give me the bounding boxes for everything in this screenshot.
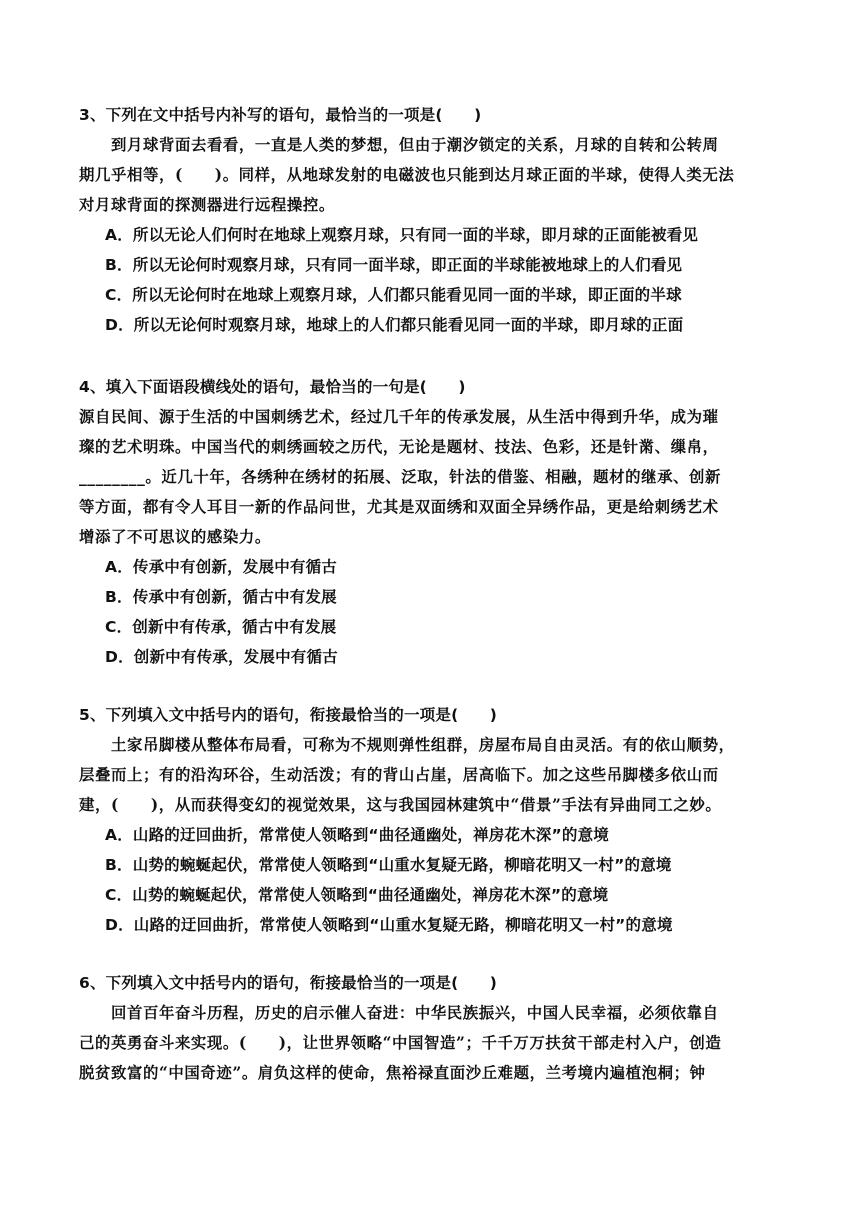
passage-line: 源自民间、源于生活的中国刺绣艺术，经过几千年的传承发展，从生活中得到升华，成为璀 [79, 408, 719, 426]
passage-line: 对月球背面的探测器进行远程操控。 [79, 196, 335, 214]
question-passage [79, 998, 789, 1088]
option-letter: A． [105, 826, 133, 844]
option-text: 所以无论何时观察月球，只有同一面半球，即正面的半球能被地球上的人们看见 [132, 256, 683, 274]
option-letter: B． [105, 588, 133, 606]
option-list [79, 820, 789, 940]
option-b[interactable] [79, 250, 789, 280]
option-text: 创新中有传承，循古中有发展 [132, 618, 337, 636]
option-letter: C． [105, 286, 133, 304]
option-text: 山势的蜿蜒起伏，常常使人领略到“曲径通幽处，禅房花木深”的意境 [132, 886, 609, 904]
option-b[interactable] [79, 582, 789, 612]
passage-line: 层叠而上；有的沿沟环谷，生动活泼；有的背山占崖，居高临下。加之这些吊脚楼多依山而 [79, 766, 719, 784]
question-title: 6、下列填入文中括号内的语句，衔接最恰当的一项是( ) [79, 974, 498, 992]
option-text: 所以无论人们何时在地球上观察月球，只有同一面的半球，即月球的正面能被看见 [132, 226, 699, 244]
option-d[interactable] [79, 310, 789, 340]
question-6 [79, 968, 789, 1088]
option-text: 山势的蜿蜒起伏，常常使人领略到“山重水复疑无路，柳暗花明又一村”的意境 [132, 856, 672, 874]
option-letter: A． [105, 558, 133, 576]
option-d[interactable] [79, 910, 789, 940]
option-text: 所以无论何时在地球上观察月球，人们都只能看见同一面的半球，即正面的半球 [132, 286, 682, 304]
question-3 [79, 100, 789, 340]
question-title: 5、下列填入文中括号内的语句，衔接最恰当的一项是( ) [79, 706, 498, 724]
passage-line: 己的英勇奋斗来实现。( )，让世界领略“中国智造”；千千万万扶贫干部走村入户，创造 [79, 1034, 722, 1052]
question-5 [79, 700, 789, 940]
option-letter: D． [105, 916, 134, 934]
option-text: 山路的迂回曲折，常常使人领略到“山重水复疑无路，柳暗花明又一村”的意境 [133, 916, 673, 934]
passage-line: 增添了不可思议的感染力。 [79, 528, 271, 546]
passage-line: 土家吊脚楼从整体布局看，可称为不规则弹性组群，房屋布局自由灵活。有的依山顺势， [111, 736, 735, 754]
option-a[interactable] [79, 820, 789, 850]
option-list [79, 220, 789, 340]
question-passage [79, 402, 789, 552]
option-letter: C． [105, 618, 133, 636]
passage-line: 脱贫致富的“中国奇迹”。肩负这样的使命，焦裕禄直面沙丘难题，兰考境内遍植泡桐；钟 [79, 1064, 706, 1082]
question-passage [79, 130, 789, 220]
option-letter: D． [105, 316, 134, 334]
question-title: 4、填入下面语段横线处的语句，最恰当的一句是( ) [79, 378, 466, 396]
option-d[interactable] [79, 642, 789, 672]
option-c[interactable] [79, 880, 789, 910]
passage-line: 期几乎相等，( )。同样，从地球发射的电磁波也只能到达月球正面的半球，使得人类无法 [79, 166, 735, 184]
option-letter: D． [105, 648, 134, 666]
question-4 [79, 372, 789, 672]
option-a[interactable] [79, 220, 789, 250]
option-letter: B． [105, 856, 133, 874]
option-text: 传承中有创新，循古中有发展 [132, 588, 337, 606]
passage-line: 回首百年奋斗历程，历史的启示催人奋进：中华民族振兴，中国人民幸福，必须依靠自 [111, 1004, 719, 1022]
option-list [79, 552, 789, 672]
option-letter: B． [105, 256, 133, 274]
option-text: 传承中有创新，发展中有循古 [132, 558, 338, 576]
option-letter: C． [105, 886, 133, 904]
option-b[interactable] [79, 850, 789, 880]
option-text: 山路的迂回曲折，常常使人领略到“曲径通幽处，禅房花木深”的意境 [132, 826, 609, 844]
option-a[interactable] [79, 552, 789, 582]
passage-line: 到月球背面去看看，一直是人类的梦想，但由于潮汐锁定的关系，月球的自转和公转周 [111, 136, 719, 154]
option-text: 所以无论何时观察月球，地球上的人们都只能看见同一面的半球，即月球的正面 [133, 316, 684, 334]
option-letter: A． [105, 226, 133, 244]
passage-line: 等方面，都有令人耳目一新的作品问世，尤其是双面绣和双面全异绣作品，更是给刺绣艺术 [79, 498, 719, 516]
question-passage [79, 730, 789, 820]
passage-line: 璨的艺术明珠。中国当代的刺绣画较之历代，无论是题材、技法、色彩，还是针黹、缫帛， [79, 438, 719, 456]
question-title: 3、下列在文中括号内补写的语句，最恰当的一项是( ) [79, 106, 482, 124]
option-c[interactable] [79, 612, 789, 642]
passage-line: 建，( )，从而获得变幻的视觉效果，这与我国园林建筑中“借景”手法有异曲同工之妙。 [79, 796, 722, 814]
option-text: 创新中有传承，发展中有循古 [133, 648, 338, 666]
passage-line: ________。近几十年，各绣种在绣材的拓展、泛取，针法的借鉴、相融，题材的继承、创新 [79, 468, 722, 486]
option-c[interactable] [79, 280, 789, 310]
